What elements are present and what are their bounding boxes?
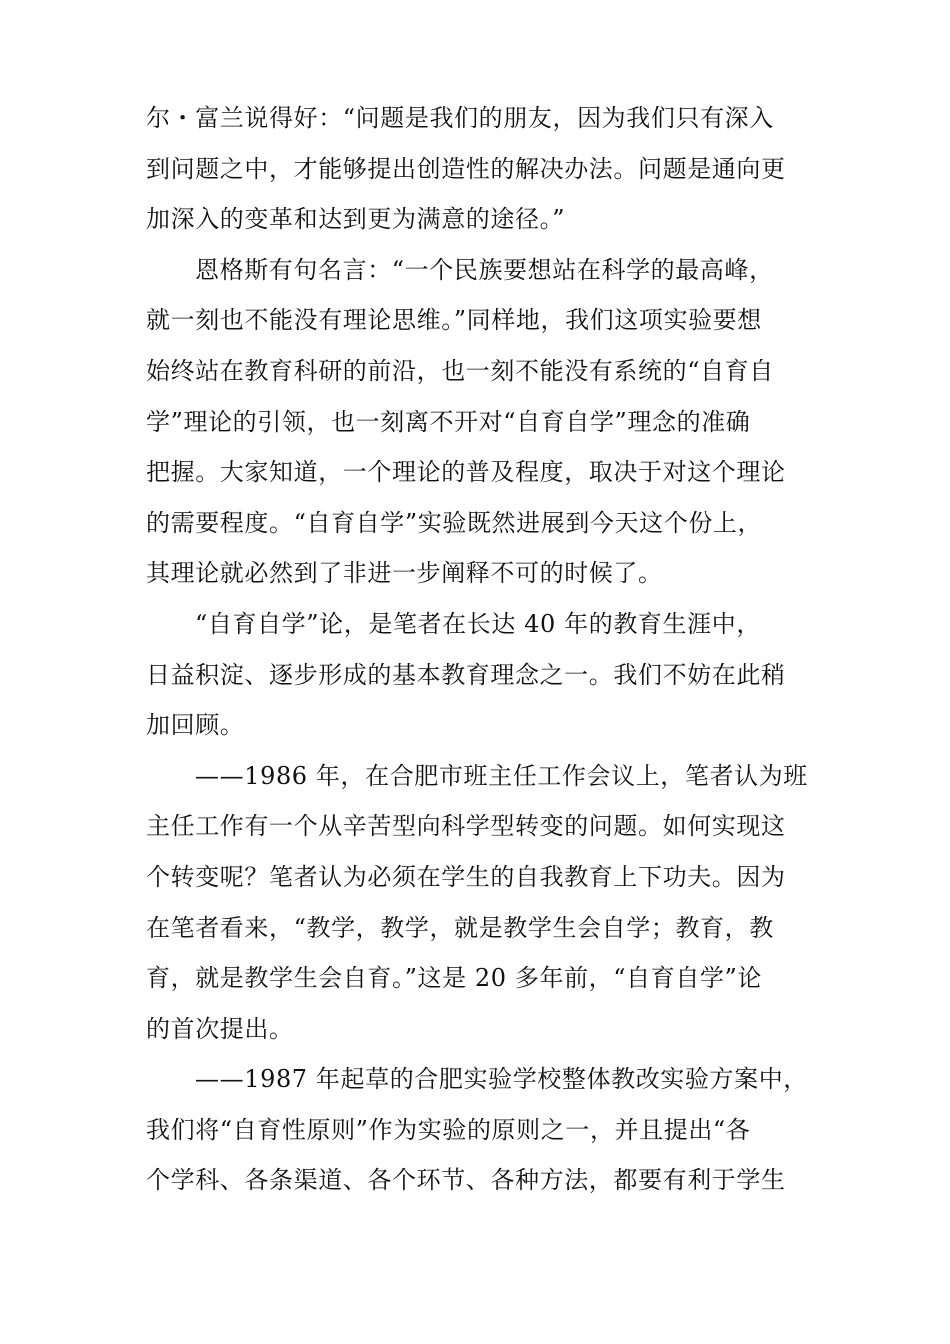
text-line: 其理论就必然到了非进一步阐释不可的时候了。 — [146, 559, 663, 588]
text-line: 把握。大家知道，一个理论的普及程度，取决于对这个理论 — [146, 458, 786, 487]
paragraph-first-line: ——1987 年起草的合肥实验学校整体教改实验方案中， — [195, 1065, 808, 1094]
paragraph-first-line: “自育自学”论，是笔者在长达 40 年的教育生涯中， — [195, 609, 761, 638]
paragraph-first-line: 恩格斯有句名言：“一个民族要想站在科学的最高峰， — [195, 255, 774, 284]
text-line: 加回顾。 — [146, 711, 245, 740]
body-text — [146, 93, 811, 1206]
paragraph-first-line: ——1986 年，在合肥市班主任工作会议上，笔者认为班 — [195, 761, 808, 790]
text-line: 学”理论的引领，也一刻离不开对“自育自学”理念的准确 — [146, 407, 751, 436]
text-line: 我们将“自育性原则”作为实验的原则之一，并且提出“各 — [146, 1115, 751, 1144]
text-line: 的需要程度。“自育自学”实验既然进展到今天这个份上， — [146, 508, 763, 537]
text-line: 就一刻也不能没有理论思维。”同样地，我们这项实验要想 — [146, 306, 762, 335]
text-line: 的首次提出。 — [146, 1014, 294, 1043]
text-line: 尔・富兰说得好：“问题是我们的朋友，因为我们只有深入 — [146, 104, 774, 132]
text-line: 个学科、各条渠道、各个环节、各种方法，都要有利于学生 — [146, 1166, 786, 1195]
text-line: 到问题之中，才能够提出创造性的解决办法。问题是通向更 — [146, 154, 786, 183]
text-line: 主任工作有一个从辛苦型向科学型转变的问题。如何实现这 — [146, 812, 786, 841]
text-line: 加深入的变革和达到更为满意的途径。” — [146, 205, 566, 234]
text-line: 育，就是教学生会自育。”这是 20 多年前，“自育自学”论 — [146, 964, 763, 993]
text-line: 始终站在教育科研的前沿，也一刻不能没有系统的“自育自 — [146, 356, 774, 385]
text-line: 日益积淀、逐步形成的基本教育理念之一。我们不妨在此稍 — [146, 660, 786, 689]
text-line: 个转变呢？笔者认为必须在学生的自我教育上下功夫。因为 — [146, 862, 786, 891]
text-line: 在笔者看来，“教学，教学，就是教学生会自学；教育，教 — [146, 913, 774, 942]
